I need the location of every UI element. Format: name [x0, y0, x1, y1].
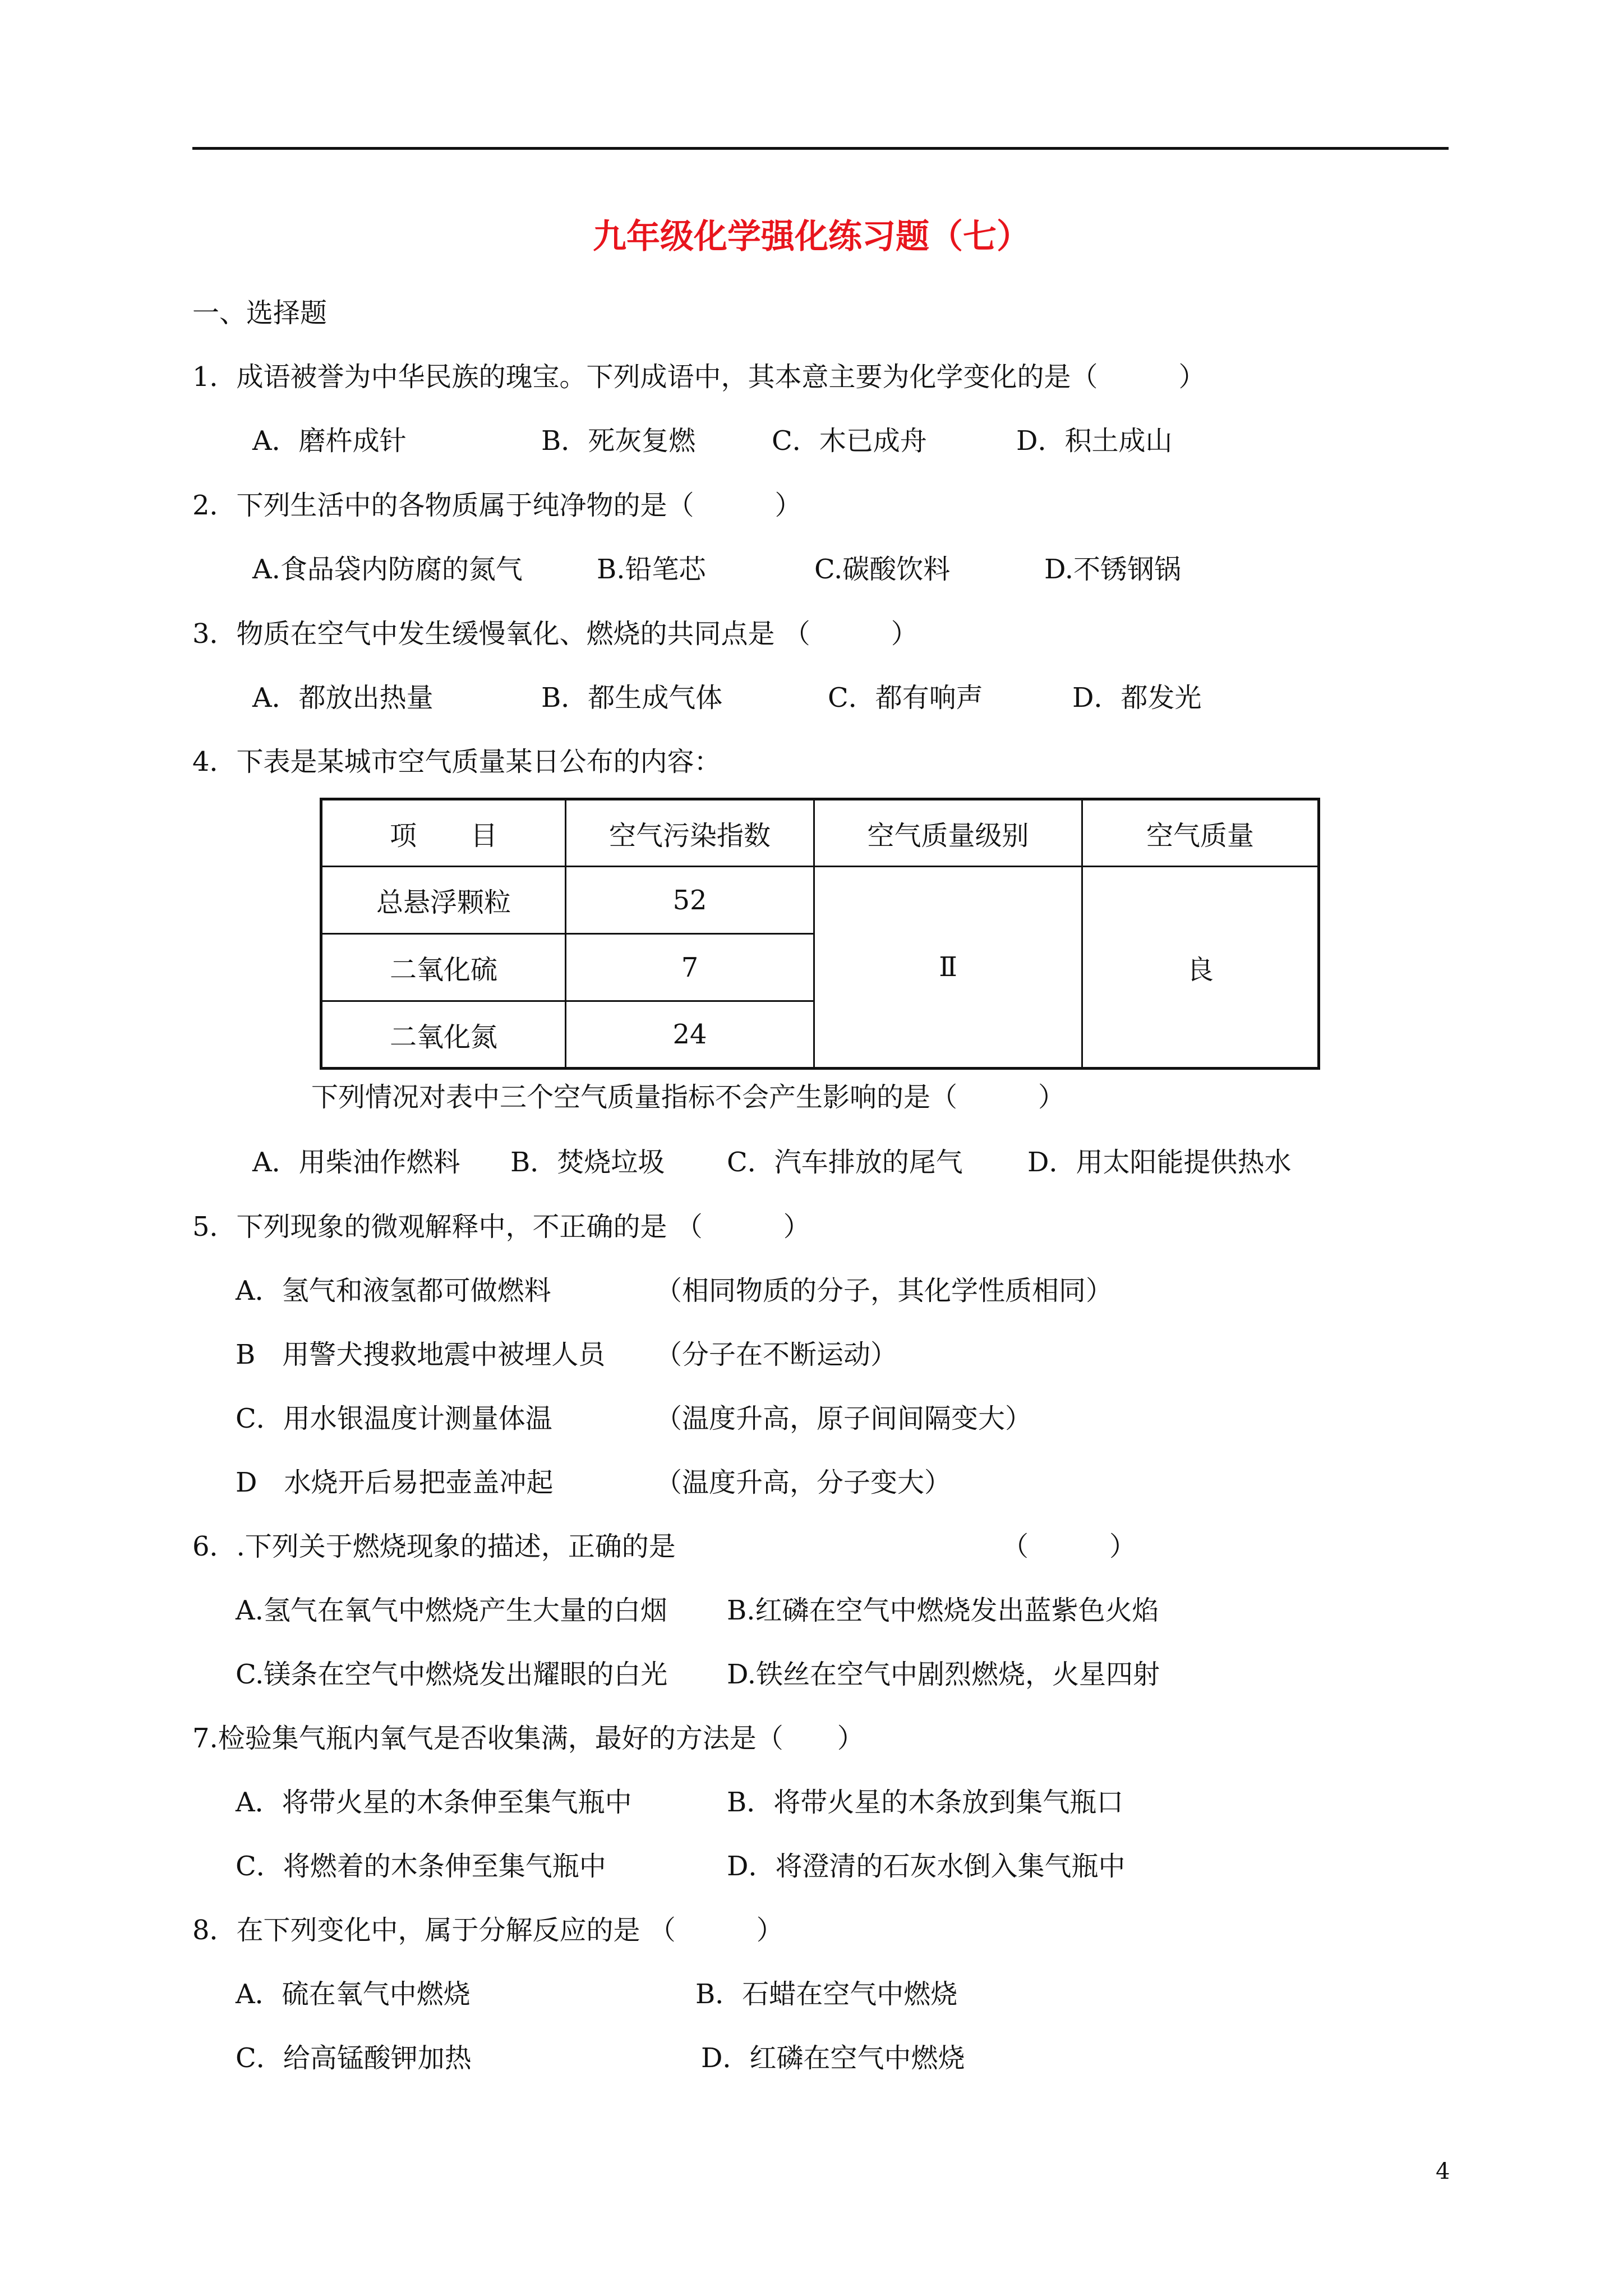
q8-option-b: B．石蜡在空气中燃烧: [695, 1978, 958, 2010]
section-heading: 一、选择题: [192, 297, 328, 329]
table-cell-index: 24: [566, 1001, 814, 1069]
q6-stem: 6．.下列关于燃烧现象的描述，正确的是: [192, 1531, 676, 1562]
q3-option-b: B．都生成气体: [541, 682, 723, 714]
q7-option-b: B．将带火星的木条放到集气瓶口: [727, 1787, 1124, 1818]
q5-option-a: A．氢气和液氢都可做燃料: [236, 1275, 551, 1306]
q4-option-b: B．焚烧垃圾: [510, 1147, 665, 1178]
q2-option-c: C.碳酸饮料: [814, 554, 951, 585]
q7-option-d: D．将澄清的石灰水倒入集气瓶中: [727, 1851, 1126, 1882]
q2-stem: 2．下列生活中的各物质属于纯净物的是（ ）: [192, 490, 802, 521]
table-cell-item: 二氧化硫: [321, 934, 566, 1001]
q7-option-c: C．将燃着的木条伸至集气瓶中: [236, 1851, 606, 1882]
q1-option-d: D．积土成山: [1016, 425, 1173, 457]
table-header-index: 空气污染指数: [566, 799, 814, 867]
q5-option-a-note: （相同物质的分子，其化学性质相同）: [655, 1275, 1113, 1306]
header-rule: [192, 147, 1449, 150]
q5-option-d: D 水烧开后易把壶盖冲起: [236, 1467, 554, 1498]
table-cell-index: 52: [566, 867, 814, 934]
q3-stem: 3．物质在空气中发生缓慢氧化、燃烧的共同点是 （ ）: [192, 618, 918, 650]
q4-option-d: D．用太阳能提供热水: [1027, 1147, 1292, 1178]
table-header-item: 项 目: [321, 799, 566, 867]
q1-stem: 1．成语被誉为中华民族的瑰宝。下列成语中，其本意主要为化学变化的是（ ）: [192, 361, 1206, 393]
q5-option-d-note: （温度升高，分子变大）: [655, 1467, 952, 1498]
q2-option-d: D.不锈钢锅: [1044, 554, 1182, 585]
q8-option-d: D．红磷在空气中燃烧: [701, 2042, 965, 2074]
table-header-quality: 空气质量: [1082, 799, 1319, 867]
table-cell-index: 7: [566, 934, 814, 1001]
q5-option-c: C．用水银温度计测量体温: [236, 1403, 552, 1434]
q1-option-a: A．磨杵成针: [252, 425, 407, 457]
table-cell-item: 二氧化氮: [321, 1001, 566, 1069]
table-cell-quality: 良: [1082, 867, 1319, 1069]
q5-option-b: B 用警犬搜救地震中被埋人员: [236, 1339, 606, 1370]
q6-option-b: B.红磷在空气中燃烧发出蓝紫色火焰: [727, 1595, 1159, 1626]
q8-option-c: C．给高锰酸钾加热: [236, 2042, 472, 2074]
q1-option-c: C．木已成舟: [772, 425, 927, 457]
page-number: 4: [1436, 2159, 1450, 2184]
q4-stem: 4．下表是某城市空气质量某日公布的内容：: [192, 746, 721, 777]
air-quality-table: [320, 798, 1320, 1070]
q5-option-c-note: （温度升高，原子间间隔变大）: [655, 1403, 1032, 1434]
q3-option-d: D．都发光: [1072, 682, 1202, 714]
q8-stem: 8．在下列变化中，属于分解反应的是 （ ）: [192, 1915, 783, 1946]
q2-option-a: A.食品袋内防腐的氮气: [252, 554, 523, 585]
q6-option-a: A.氢气在氧气中燃烧产生大量的白烟: [236, 1595, 667, 1626]
q1-option-b: B．死灰复燃: [541, 425, 696, 457]
q8-option-a: A．硫在氧气中燃烧: [236, 1978, 471, 2010]
table-row: [321, 867, 1319, 934]
table-cell-item: 总悬浮颗粒: [321, 867, 566, 934]
table-header-level: 空气质量级别: [814, 799, 1082, 867]
q6-answer-paren: （ ）: [1002, 1531, 1137, 1562]
q2-option-b: B.铅笔芯: [597, 554, 706, 585]
q6-option-c: C.镁条在空气中燃烧发出耀眼的白光: [236, 1659, 668, 1690]
q5-stem: 5．下列现象的微观解释中，不正确的是 （ ）: [192, 1211, 810, 1243]
q7-stem: 7.检验集气瓶内氧气是否收集满，最好的方法是（ ）: [192, 1723, 864, 1754]
q6-option-d: D.铁丝在空气中剧烈燃烧，火星四射: [727, 1659, 1160, 1690]
q3-option-c: C．都有响声: [828, 682, 983, 714]
q4-option-a: A．用柴油作燃料: [252, 1147, 460, 1178]
table-cell-level: Ⅱ: [814, 867, 1082, 1069]
q4-followup: 下列情况对表中三个空气质量指标不会产生影响的是（ ）: [311, 1082, 1066, 1113]
q5-option-b-note: （分子在不断运动）: [655, 1339, 898, 1370]
q7-option-a: A．将带火星的木条伸至集气瓶中: [236, 1787, 632, 1818]
q3-option-a: A．都放出热量: [252, 682, 434, 714]
q4-option-c: C．汽车排放的尾气: [727, 1147, 963, 1178]
page-title: 九年级化学强化练习题（七）: [593, 217, 1030, 256]
